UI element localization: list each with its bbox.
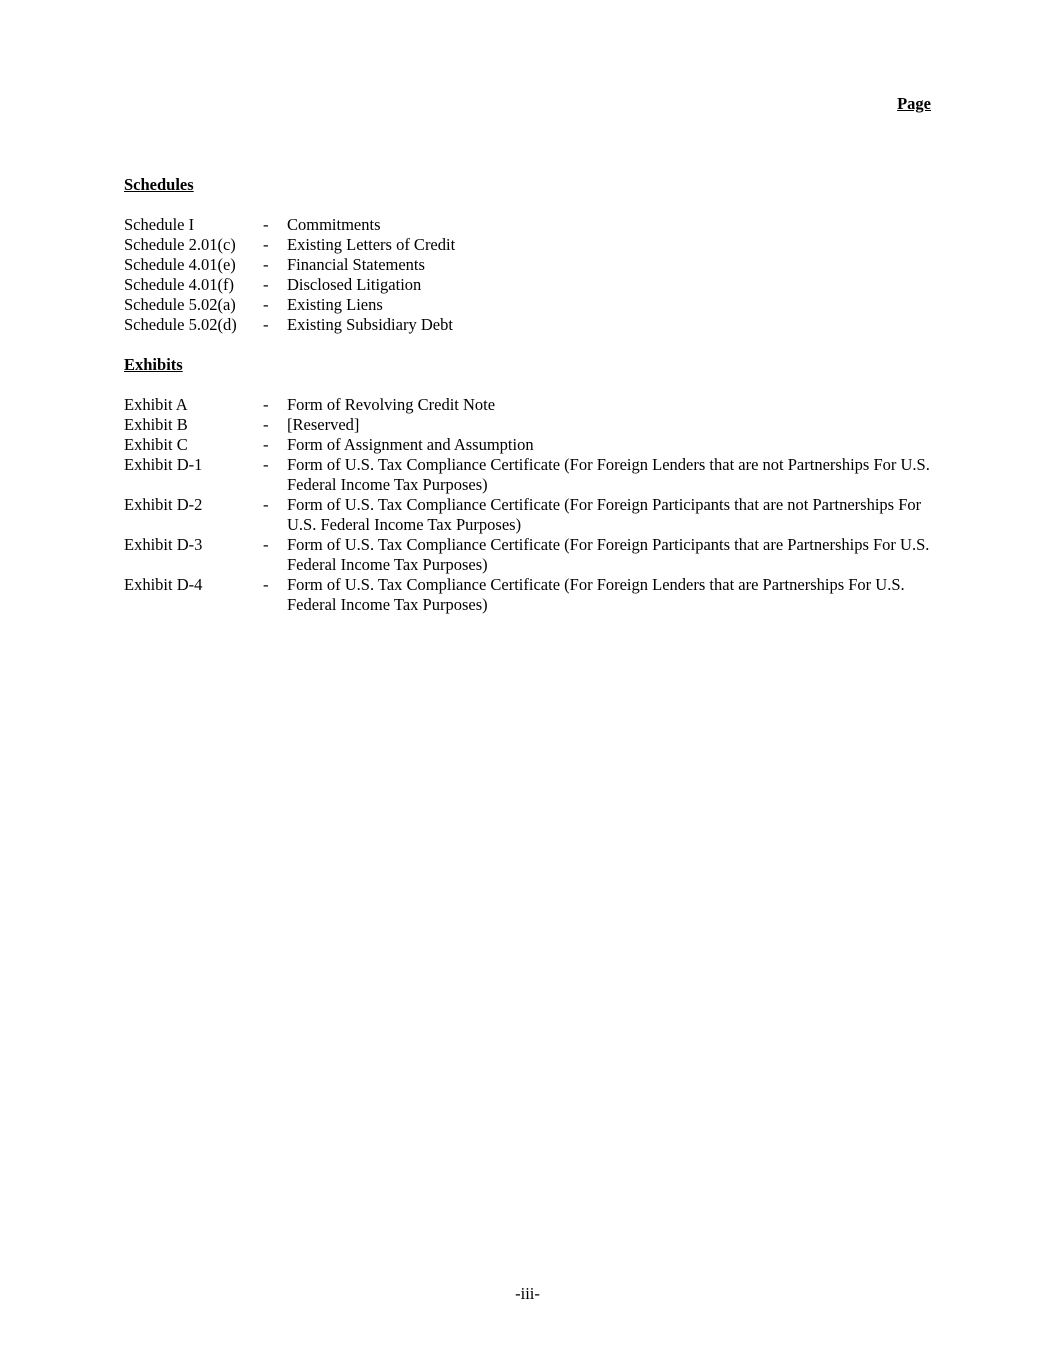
list-item (124, 215, 944, 235)
entry-dash: - (263, 215, 269, 234)
entry-description: [Reserved] (287, 415, 360, 434)
entry-code: Exhibit D-2 (124, 495, 203, 514)
list-item (124, 455, 944, 495)
schedules-heading: Schedules (124, 175, 194, 194)
list-item (124, 575, 944, 615)
entry-code: Schedule 5.02(a) (124, 295, 236, 314)
exhibits-list (124, 395, 944, 615)
list-item (124, 395, 944, 415)
entry-code: Schedule 5.02(d) (124, 315, 237, 334)
entry-description: Existing Subsidiary Debt (287, 315, 453, 334)
entry-dash: - (263, 315, 269, 334)
entry-dash: - (263, 455, 269, 474)
entry-description: Existing Liens (287, 295, 383, 314)
entry-dash: - (263, 235, 269, 254)
entry-code: Schedule I (124, 215, 195, 234)
list-item (124, 315, 944, 335)
entry-dash: - (263, 395, 269, 414)
list-item (124, 255, 944, 275)
list-item (124, 275, 944, 295)
entry-description: Financial Statements (287, 255, 425, 274)
list-item (124, 435, 944, 455)
entry-description: Form of U.S. Tax Compliance Certificate (For Foreign Participants that are Partnerships For U.S. Federal Income Tax Purposes) (287, 535, 930, 574)
entry-dash: - (263, 415, 269, 434)
entry-code: Exhibit C (124, 435, 188, 454)
entry-code: Exhibit D-4 (124, 575, 203, 594)
entry-code: Exhibit B (124, 415, 188, 434)
list-item (124, 535, 944, 575)
entry-description: Form of U.S. Tax Compliance Certificate (For Foreign Lenders that are not Partnerships For U.S. Federal Income Tax Purposes) (287, 455, 930, 494)
list-item (124, 235, 944, 255)
schedules-list (124, 215, 944, 335)
entry-dash: - (263, 575, 269, 594)
entry-code: Exhibit D-1 (124, 455, 203, 474)
entry-dash: - (263, 435, 269, 454)
entry-dash: - (263, 295, 269, 314)
entry-description: Form of U.S. Tax Compliance Certificate (For Foreign Lenders that are Partnerships For U.S. Federal Income Tax Purposes) (287, 575, 905, 614)
entry-dash: - (263, 275, 269, 294)
entry-code: Schedule 4.01(e) (124, 255, 236, 274)
list-item (124, 495, 944, 535)
entry-description: Form of U.S. Tax Compliance Certificate (For Foreign Participants that are not Partnerships For U.S. Federal Income Tax Purposes) (287, 495, 922, 534)
entry-description: Disclosed Litigation (287, 275, 422, 294)
entry-description: Form of Assignment and Assumption (287, 435, 534, 454)
entry-code: Schedule 4.01(f) (124, 275, 234, 294)
entry-dash: - (263, 495, 269, 514)
list-item (124, 295, 944, 315)
entry-description: Form of Revolving Credit Note (287, 395, 496, 414)
entry-dash: - (263, 535, 269, 554)
entry-code: Exhibit D-3 (124, 535, 203, 554)
entry-description: Existing Letters of Credit (287, 235, 456, 254)
entry-description: Commitments (287, 215, 381, 234)
list-item (124, 415, 944, 435)
page-number: -iii- (515, 1284, 540, 1303)
entry-code: Exhibit A (124, 395, 188, 414)
exhibits-heading: Exhibits (124, 355, 183, 374)
entry-code: Schedule 2.01(c) (124, 235, 236, 254)
entry-dash: - (263, 255, 269, 274)
page-label: Page (897, 94, 931, 113)
